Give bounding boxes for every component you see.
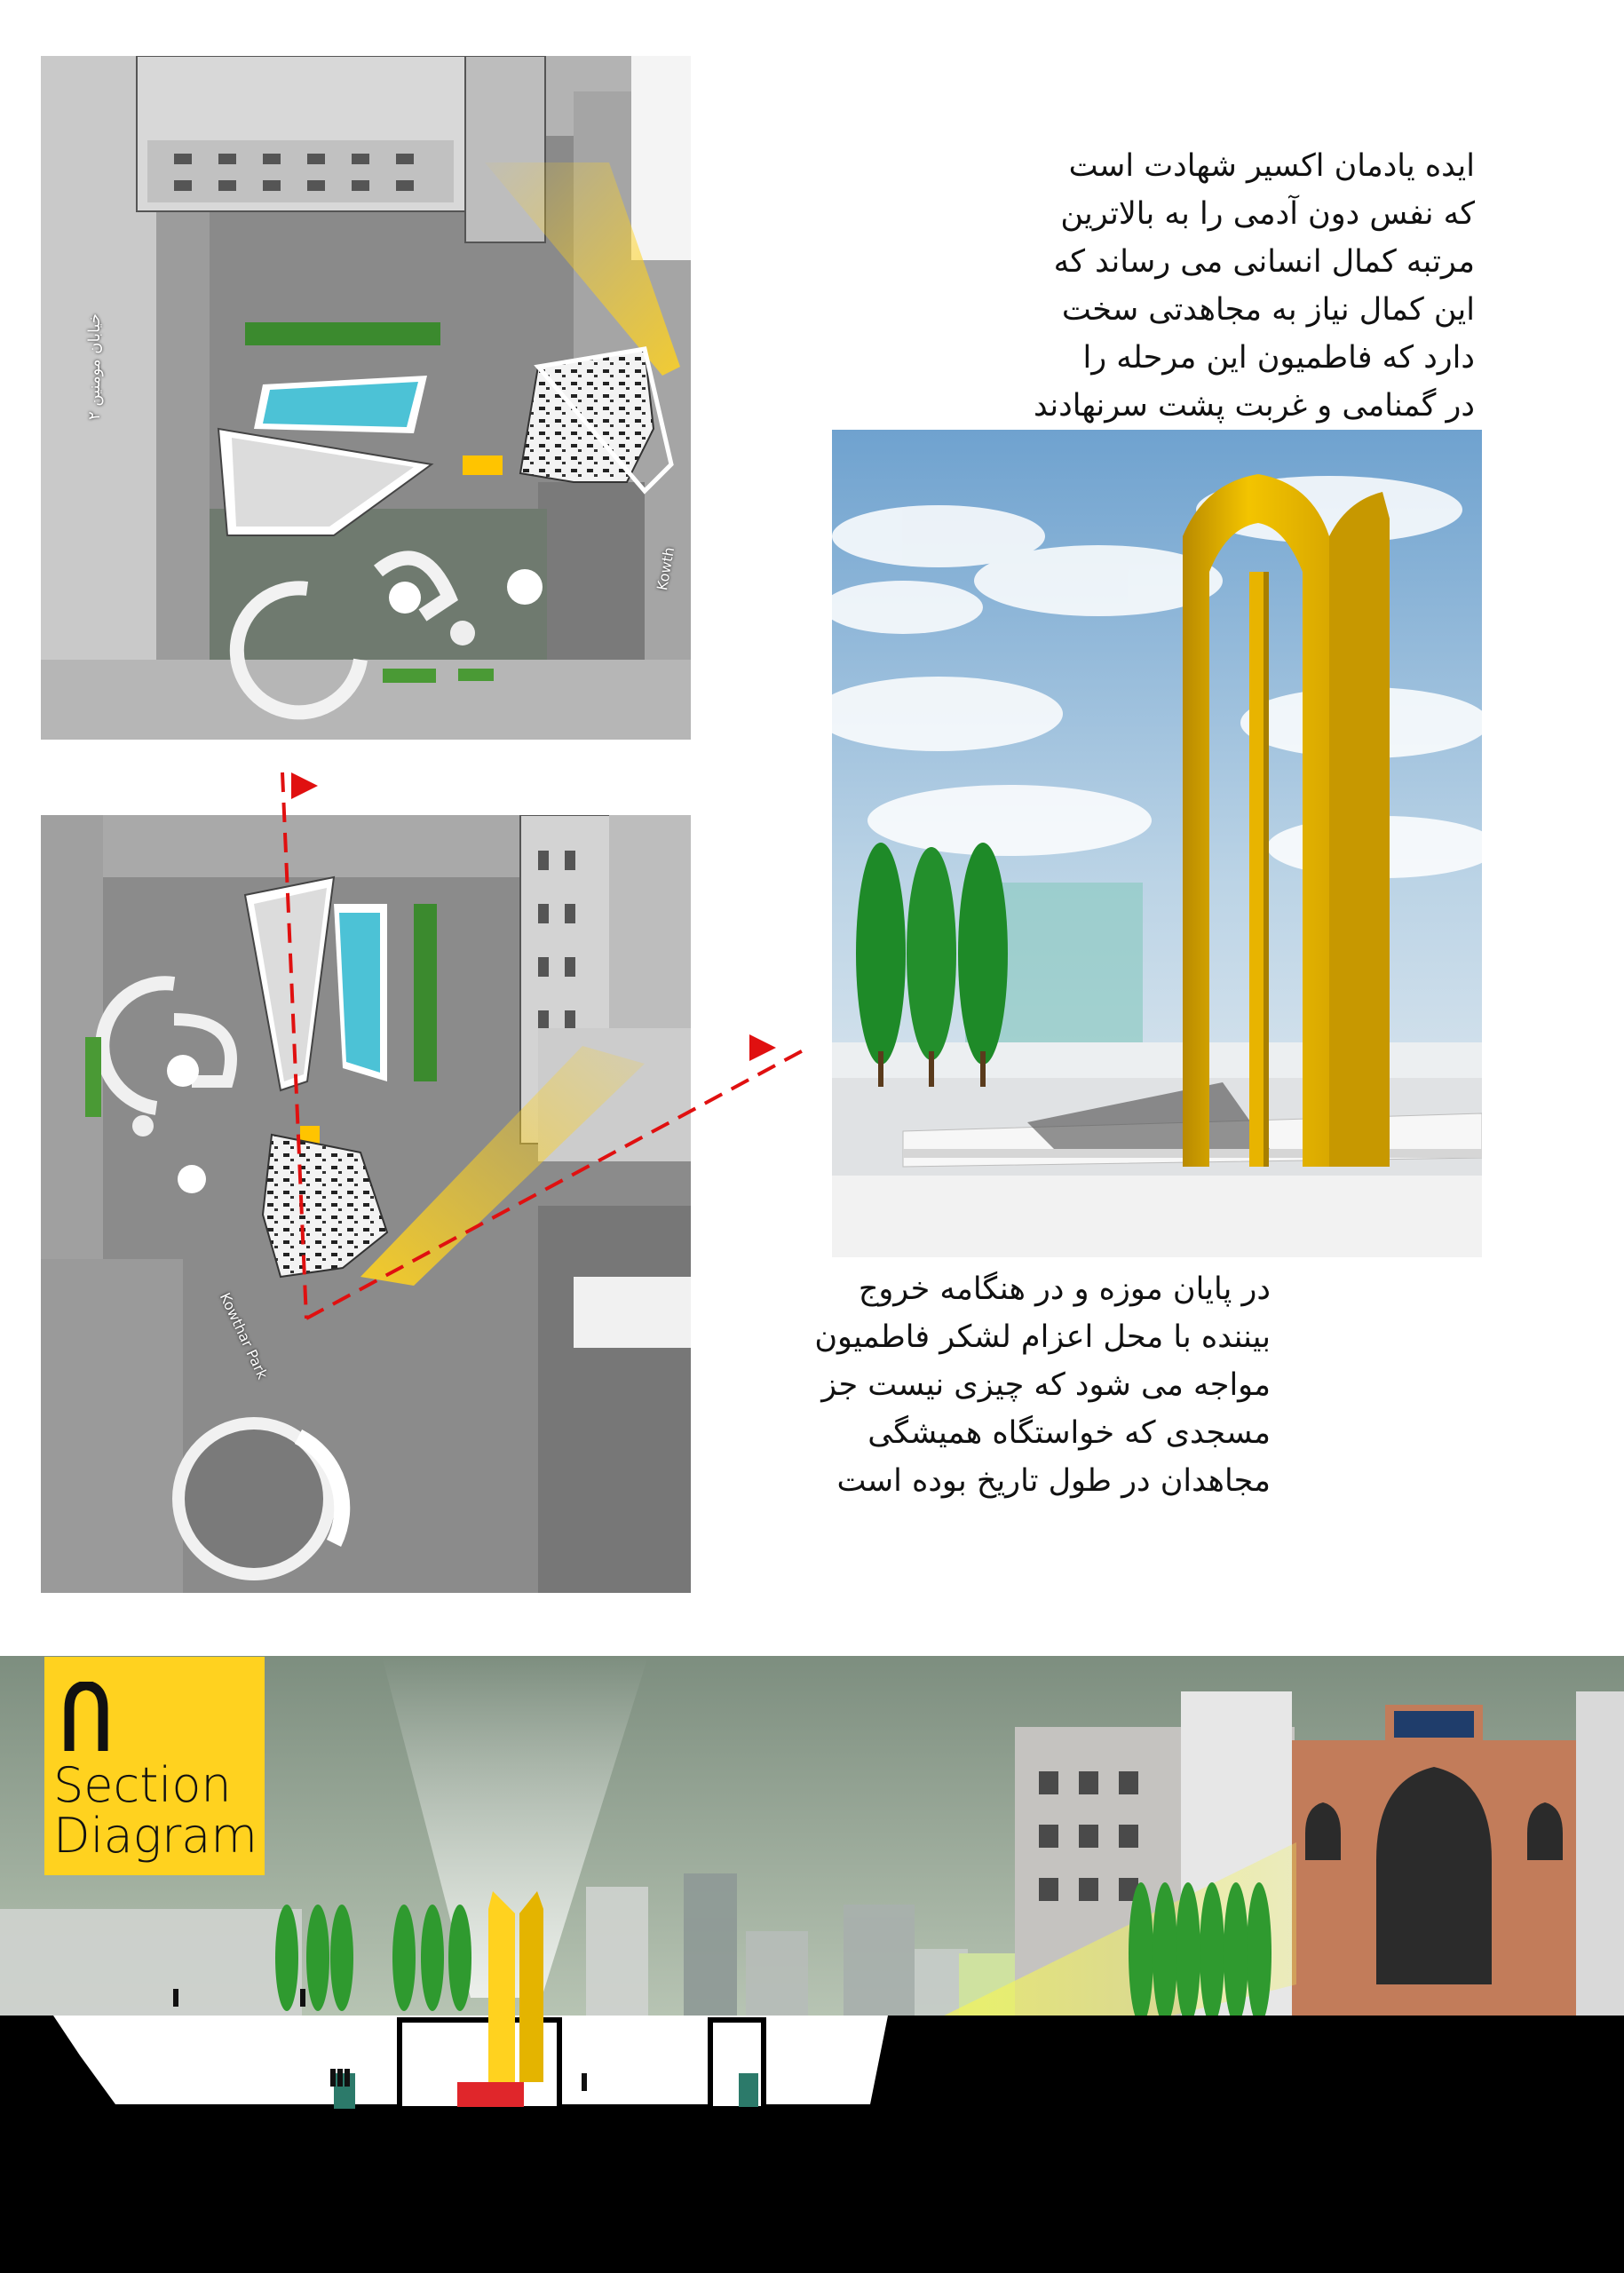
axis-line-vertical xyxy=(282,772,306,1319)
arrow-marker-top xyxy=(291,772,318,799)
axis-line-diagonal xyxy=(306,1048,808,1319)
paragraph-top-line: مرتبه کمال انسانی می رساند که xyxy=(1053,244,1475,280)
paragraph-top-line: در گمنامی و غربت پشت سرنهادند xyxy=(1034,388,1475,424)
paragraph-bottom-line: در پایان موزه و در هنگامه خروج xyxy=(858,1271,1271,1307)
monument-render-drawing xyxy=(832,430,1482,1257)
section-title-line1: Section xyxy=(53,1757,232,1813)
street-label: خیابان مومنین ۲ xyxy=(85,313,104,420)
paragraph-bottom-line: مجاهدان در طول تاریخ بوده است xyxy=(836,1463,1271,1499)
paragraph-bottom xyxy=(814,1265,1271,1505)
cypress-trees xyxy=(856,843,1008,1087)
park-label-top: Kowth xyxy=(654,545,678,592)
monument-render xyxy=(832,430,1482,1257)
section-title-line2: Diagram xyxy=(53,1808,257,1864)
paragraph-top-line: دارد که فاطمیون این مرحله را xyxy=(1082,340,1475,376)
paragraph-top-line: ایده یادمان اکسیر شهادت است xyxy=(1068,148,1475,184)
paragraph-bottom-line: مواجه می شود که چیزی نیست جز xyxy=(821,1367,1271,1403)
park-label-bottom: Kowthar Park xyxy=(216,1290,272,1382)
arch-logo-icon xyxy=(64,1682,108,1753)
paragraph-bottom-line: مسجدی که خواستگاه همیشگی xyxy=(867,1415,1271,1451)
paragraph-top-line: که نفس دون آدمی را به بالاترین xyxy=(1060,196,1475,232)
paragraph-bottom-line: بیننده با محل اعزام لشکر فاطمیون xyxy=(814,1319,1271,1355)
paragraph-top-line: این کمال نیاز به مجاهدتی سخت xyxy=(1061,292,1475,328)
arrow-marker-right xyxy=(749,1034,776,1061)
section-title-card xyxy=(44,1657,265,1875)
paragraph-top xyxy=(1034,142,1475,430)
mosque-facade xyxy=(1292,1691,1624,2029)
